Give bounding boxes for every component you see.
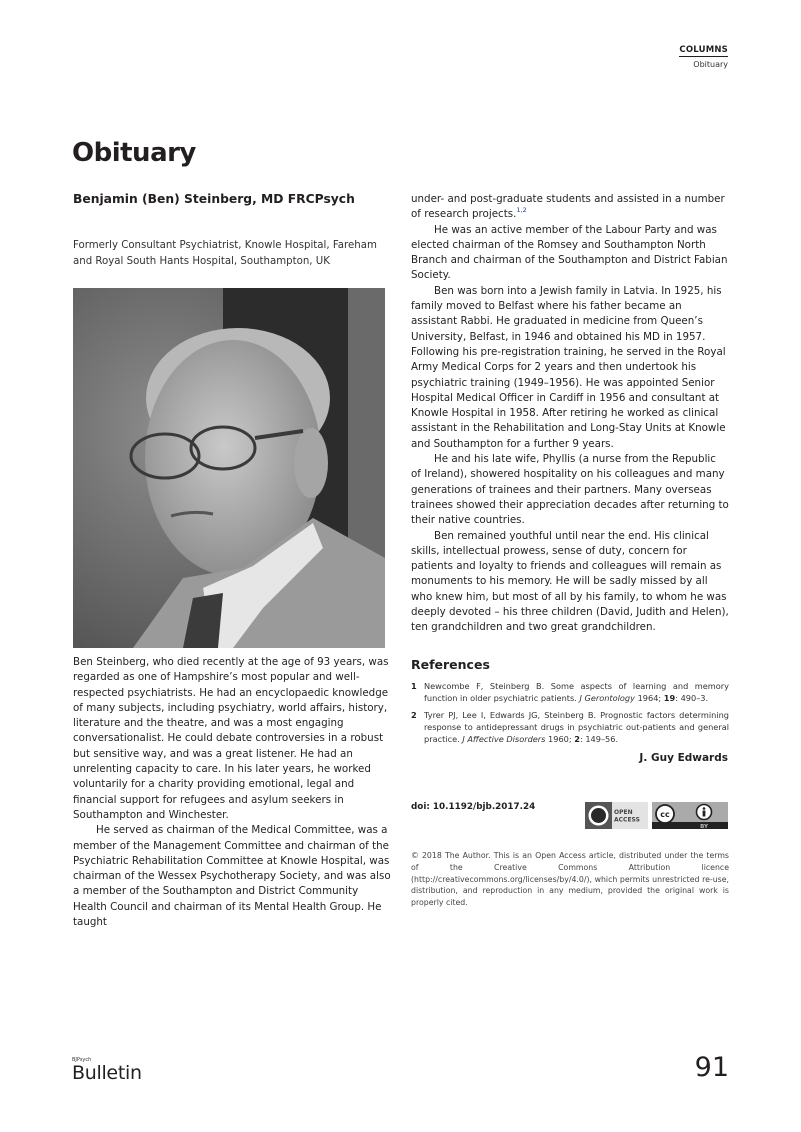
body-paragraph: Ben remained youthful until near the end. His clinical skills, intellectual prowess, sense of duty, concern for patients and loyalty to friends and colleagues will remain as monuments to his memory. He will be sadly missed by all who knew him, but most of all by his family, to whom he was deeply devoted – his three children (David, Judith and Helen), ten grandchildren and two great grandchildren. (411, 529, 729, 634)
body-paragraph: He was an active member of the Labour Party and was elected chairman of the Romsey and Southampton North Branch and chairman of the Southampton and District Fabian Society. (411, 223, 728, 282)
author-name: Benjamin (Ben) Steinberg, MD FRCPsych (73, 192, 355, 206)
body-column-left (73, 655, 391, 930)
running-header (679, 37, 728, 69)
body-paragraph: He served as chairman of the Medical Committee, was a member of the Management Committee and chairman of the Psychiatric Rehabilitation Committee at Knowle Hospital, was chairman of the Wessex Psychotherapy Society, and was also a member of the Southampton and District Community Health Council and chairman of its Mental Health Group. He taught (73, 824, 391, 929)
license-statement: © 2018 The Author. This is an Open Access article, distributed under the terms of the Creative Commons Attribution licence (http://creativecommons.org/licenses/by/4.0/), which permits unrestricted re-use, distribution, and reproduction in any medium, provided the original work is properly cited. (411, 851, 729, 908)
body-column-right (411, 192, 729, 636)
svg-text:ACCESS: ACCESS (614, 816, 640, 824)
open-access-badge[interactable] (585, 802, 648, 829)
svg-text:cc: cc (660, 810, 670, 819)
body-paragraph: Ben was born into a Jewish family in Latvia. In 1925, his family moved to Belfast where his father became an assistant Rabbi. He graduated in medicine from Queen’s University, Belfast, in 1946 and obtained his MD in 1957. Following his pre-registration training, he served in the Royal Army Medical Corps for 2 years and then undertook his psychiatric training (1949–1956). He was appointed Senior Hospital Medical Officer in Cardiff in 1956 and consultant at Knowle Hospital in 1958. After retiring he worked as clinical assistant in the Rehabilitation and Long-Stay Units at Knowle and Southampton for a further 9 years. (411, 284, 726, 450)
subsection-label: Obituary (693, 60, 728, 69)
reference-item: 2 Tyrer PJ, Lee I, Edwards JG, Steinberg B. Prognostic factors determining response to antidepressant drugs in psychiatric out-patients and general practice. J Affective Disorders 1960; 2: 149–56. (411, 710, 729, 744)
journal-logo-small: BJPsych (72, 1057, 92, 1063)
body-paragraph: He and his late wife, Phyllis (a nurse from the Republic of Ireland), showered hospitality on his colleagues and many generations of trainees and their partners. Many overseas trainees showed their appreciation decades after returning to their native countries. (411, 453, 729, 527)
references-list (411, 681, 729, 752)
author-affiliation: Formerly Consultant Psychiatrist, Knowle Hospital, Fareham and Royal South Hants Hospital, Southampton, UK (73, 240, 377, 267)
creative-commons-by-icon (652, 802, 728, 829)
cc-by-license-badge[interactable] (652, 802, 728, 829)
open-access-icon (585, 802, 648, 829)
section-label: COLUMNS (679, 45, 728, 55)
page-number: 91 (694, 1052, 729, 1083)
references-heading: References (411, 657, 490, 672)
reference-item: 1 Newcombe F, Steinberg B. Some aspects of learning and memory function in older psychiatric patients. J Gerontology 1964; 19: 490–3. (411, 681, 729, 703)
page-title: Obituary (72, 138, 196, 168)
body-paragraph: Ben Steinberg, who died recently at the age of 93 years, was regarded as one of Hampshire’s most popular and well-respected psychiatrists. He had an encyclopaedic knowledge of many subjects, including psychiatry, world affairs, history, literature and the theatre, and was a most engaging conversationalist. He could debate controversies in a robust but sensitive way, and was a great listener. He had an unrelenting capacity to care. In his later years, he worked voluntarily for a charity providing emotional, legal and financial support for refugees and asylum seekers in Southampton and Winchester. (73, 656, 389, 821)
svg-text:BY: BY (700, 824, 708, 829)
body-paragraph: under- and post-graduate students and assisted in a number of research projects.$^{1,2}$ (411, 193, 725, 221)
journal-logo (72, 1057, 142, 1083)
doi-link[interactable]: doi: 10.1192/bjb.2017.24 (411, 802, 536, 812)
portrait-photo (73, 288, 385, 648)
journal-logo-name: Bulletin (72, 1062, 142, 1084)
obituary-signature: J. Guy Edwards (639, 752, 728, 764)
reference-citation-link[interactable]: 1,2 (516, 206, 527, 215)
svg-text:OPEN: OPEN (614, 809, 633, 816)
